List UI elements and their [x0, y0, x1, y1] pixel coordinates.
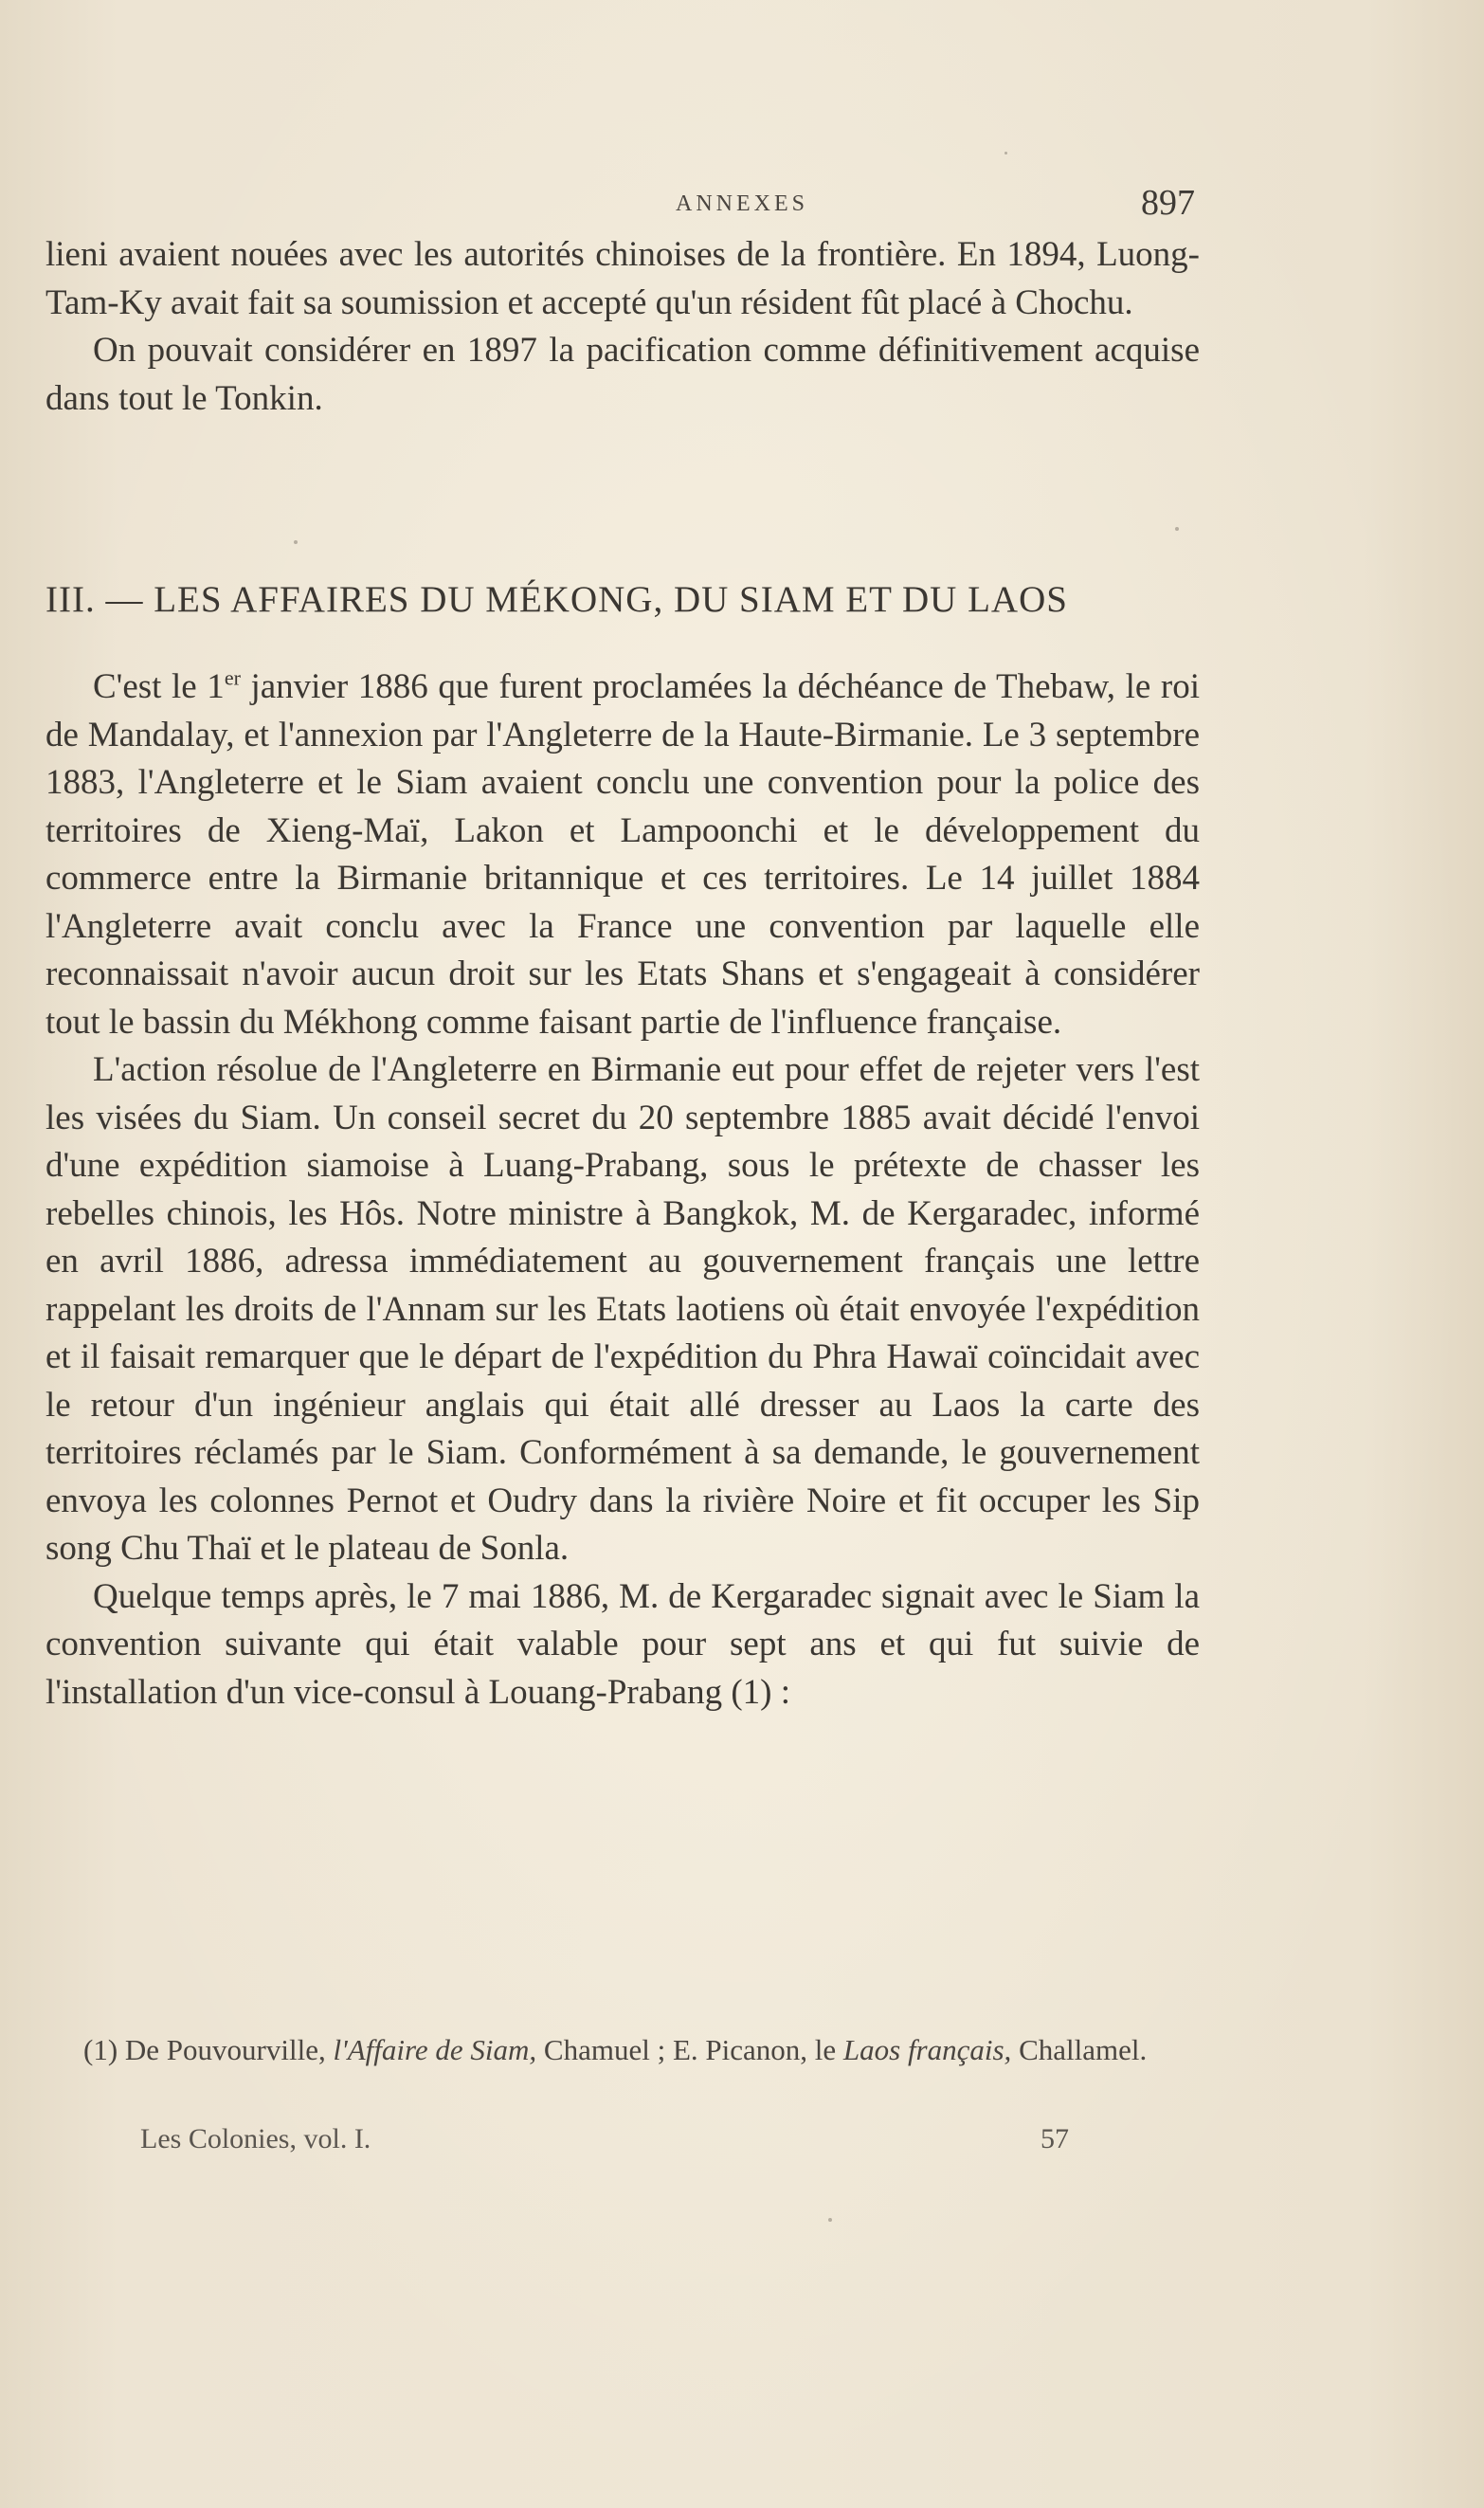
intro-text — [45, 231, 1200, 423]
intro-paragraph-1: lieni avaient nouées avec les autorités chinoises de la frontière. En 1894, Luong-Tam-Ky avait fait sa soumission et accepté qu'un résident fût placé à Chochu. — [45, 235, 1200, 322]
ordinal-superscript: er — [224, 665, 241, 690]
intro-paragraph-2: On pouvait considérer en 1897 la pacification comme définitivement acquise dans tout le Tonkin. — [45, 331, 1200, 418]
running-title: ANNEXES — [676, 191, 808, 216]
footnote-marker: (1) — [83, 2033, 118, 2066]
section-heading: III. — LES AFFAIRES DU MÉKONG, DU SIAM ET DU LAOS — [45, 579, 1068, 620]
signature-title: Les Colonies, vol. I. — [140, 2123, 371, 2154]
footnote-title-2: Laos français, — [842, 2033, 1012, 2066]
paper-speck — [1004, 152, 1007, 154]
footnote-author: De Pouvourville, — [124, 2033, 326, 2066]
footnote-title-1: l'Affaire de Siam, — [333, 2033, 537, 2066]
paper-speck — [1175, 527, 1179, 531]
paper-speck — [828, 2218, 832, 2222]
body-paragraph-1-rest: janvier 1886 que furent proclamées la déchéance de Thebaw, le roi de Mandalay, et l'annexion par l'Angleterre de la Haute-Birmanie. Le 3 septembre 1883, l'Angleterre et le Siam avaient conclu une convention pour la police des territoires de Xieng-Maï, Lakon et Lampoonchi et le développement du commerce entre la Birmanie britannique et ces territoires. Le 14 juillet 1884 l'Angleterre avait conclu avec la France une convention par laquelle elle reconnaissait n'avoir aucun droit sur les Etats Shans et s'engageait à considérer tout le bassin du Mékhong comme faisant partie de l'influence française. — [45, 667, 1200, 1042]
paper-speck — [294, 540, 298, 544]
page-number: 897 — [1141, 183, 1195, 223]
footnotes — [45, 2028, 1200, 2071]
footnote-publisher-2: Challamel. — [1019, 2033, 1148, 2066]
section-body — [45, 663, 1200, 1717]
signature-mark: 57 — [1041, 2123, 1069, 2154]
footnote-1 — [45, 2028, 1200, 2071]
signature-line — [140, 2123, 1069, 2165]
running-head — [0, 183, 1484, 224]
footnote-publisher-1: Chamuel ; E. Picanon, le — [543, 2033, 837, 2066]
body-paragraph-1-start: C'est le 1 — [93, 667, 225, 706]
body-paragraph-2: L'action résolue de l'Angleterre en Birmanie eut pour effet de rejeter vers l'est les visées du Siam. Un conseil secret du 20 septembre 1885 avait décidé l'envoi d'une expédition siamoise à Luang-Prabang, sous le prétexte de chasser les rebelles chinois, les Hôs. Notre ministre à Bangkok, M. de Kergaradec, informé en avril 1886, adressa immédiatement au gouvernement français une lettre rappelant les droits de l'Annam sur les Etats laotiens où était envoyée l'expédition et il faisait remarquer que le départ de l'expédition du Phra Hawaï coïncidait avec le retour d'un ingénieur anglais qui était allé dresser au Laos la carte des territoires réclamés par le Siam. Conformément à sa demande, le gouvernement envoya les colonnes Pernot et Oudry dans la rivière Noire et fit occuper les Sip song Chu Thaï et le plateau de Sonla. — [45, 1050, 1200, 1568]
body-paragraph-3: Quelque temps après, le 7 mai 1886, M. de Kergaradec signait avec le Siam la convention suivante qui était valable pour sept ans et qui fut suivie de l'installation d'un vice-consul à Louang-Prabang (1) : — [45, 1576, 1200, 1712]
body-paragraph-1 — [45, 663, 1200, 1046]
